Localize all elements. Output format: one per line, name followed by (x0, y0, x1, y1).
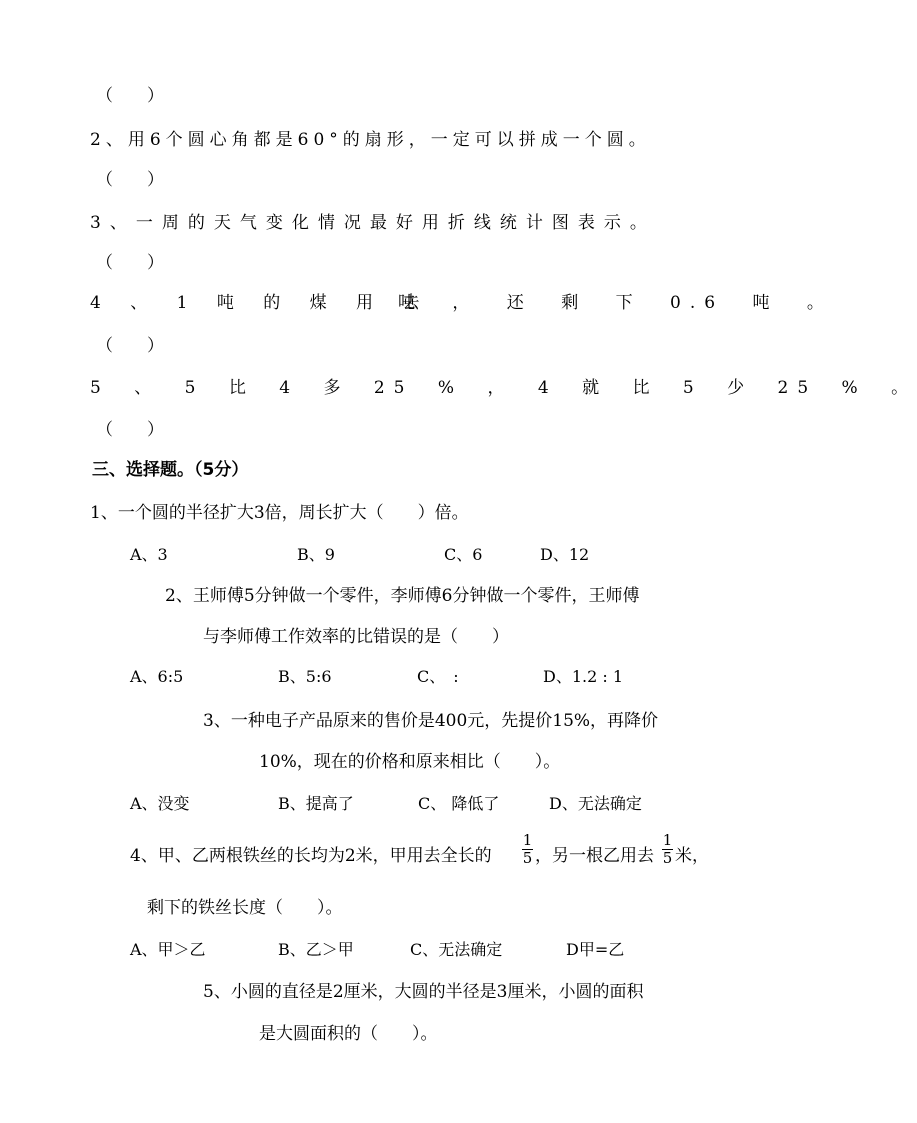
option-d: D甲=乙 (566, 940, 625, 959)
choice-question-1: 1、一个圆的半径扩大3倍，周长扩大（ ）倍。 (90, 503, 469, 523)
fraction-denominator: 5 (522, 849, 533, 867)
judgment-question-4-part1: 4 、 1 吨 的 煤 用 去 (90, 293, 429, 313)
choice-question-5-line1: 5、小圆的直径是2厘米，大圆的半径是3厘米，小圆的面积 (203, 982, 644, 1002)
answer-paren-q5: （ ） (96, 420, 164, 440)
option-c: C、无法确定 (410, 940, 503, 959)
fraction-one-fifth (662, 832, 673, 867)
choice-question-4-line2: 剩下的铁丝长度（ ）。 (147, 898, 343, 918)
judgment-question-2: 2、用6个圆心角都是60°的扇形，一定可以拼成一个圆。 (90, 130, 651, 150)
option-a: A、3 (130, 545, 168, 564)
fraction-numerator: 1 (522, 831, 533, 849)
choice-question-3-line1: 3、一种电子产品原来的售价是400元，先提价15%，再降价 (203, 711, 659, 731)
option-b: B、提高了 (278, 794, 354, 813)
option-b: B、5:6 (278, 667, 332, 686)
option-d: D、无法确定 (549, 794, 642, 813)
option-d: D、12 (540, 545, 590, 564)
answer-paren-q3: （ ） (96, 253, 164, 273)
answer-paren-q2: （ ） (96, 170, 164, 190)
answer-paren-q1: （ ） (96, 86, 164, 106)
option-b: B、9 (297, 545, 335, 564)
option-c: C、 降低了 (418, 794, 500, 813)
choice-question-4-part1: 4、甲、乙两根铁丝的长均为2米，甲用去全长的 (130, 846, 492, 866)
option-c: C、 : (417, 667, 459, 686)
fraction-one-fifth (522, 832, 533, 867)
choice-question-3-line2: 10%，现在的价格和原来相比（ ）。 (259, 752, 561, 772)
fraction-numerator: 1 (662, 831, 673, 849)
judgment-question-4-part2: 吨 ， 还 剩 下 0.6 吨 。 (398, 293, 833, 313)
choice-question-2-line2: 与李师傅工作效率的比错误的是（ ） (203, 627, 509, 647)
fraction-denominator: 5 (662, 849, 673, 867)
option-d: D、1.2 : 1 (543, 667, 624, 686)
answer-paren-q4: （ ） (96, 336, 164, 356)
section-title: 三、选择题。（5分） (92, 460, 249, 480)
choice-question-4-part3: 米， (675, 846, 709, 866)
option-a: A、没变 (130, 794, 190, 813)
option-c: C、6 (444, 545, 483, 564)
option-a: A、甲＞乙 (130, 940, 206, 959)
choice-question-4-part2: ，另一根乙用去 (535, 846, 654, 866)
choice-question-5-line2: 是大圆面积的（ ）。 (259, 1024, 438, 1044)
option-a: A、6:5 (130, 667, 184, 686)
judgment-question-5: 5 、 5 比 4 多 25 % ， 4 就 比 5 少 25 % 。 (90, 378, 917, 398)
judgment-question-3: 3、一周的天气变化情况最好用折线统计图表示。 (90, 213, 656, 233)
choice-question-2-line1: 2、王师傅5分钟做一个零件，李师傅6分钟做一个零件，王师傅 (165, 586, 640, 606)
option-b: B、乙＞甲 (278, 940, 354, 959)
